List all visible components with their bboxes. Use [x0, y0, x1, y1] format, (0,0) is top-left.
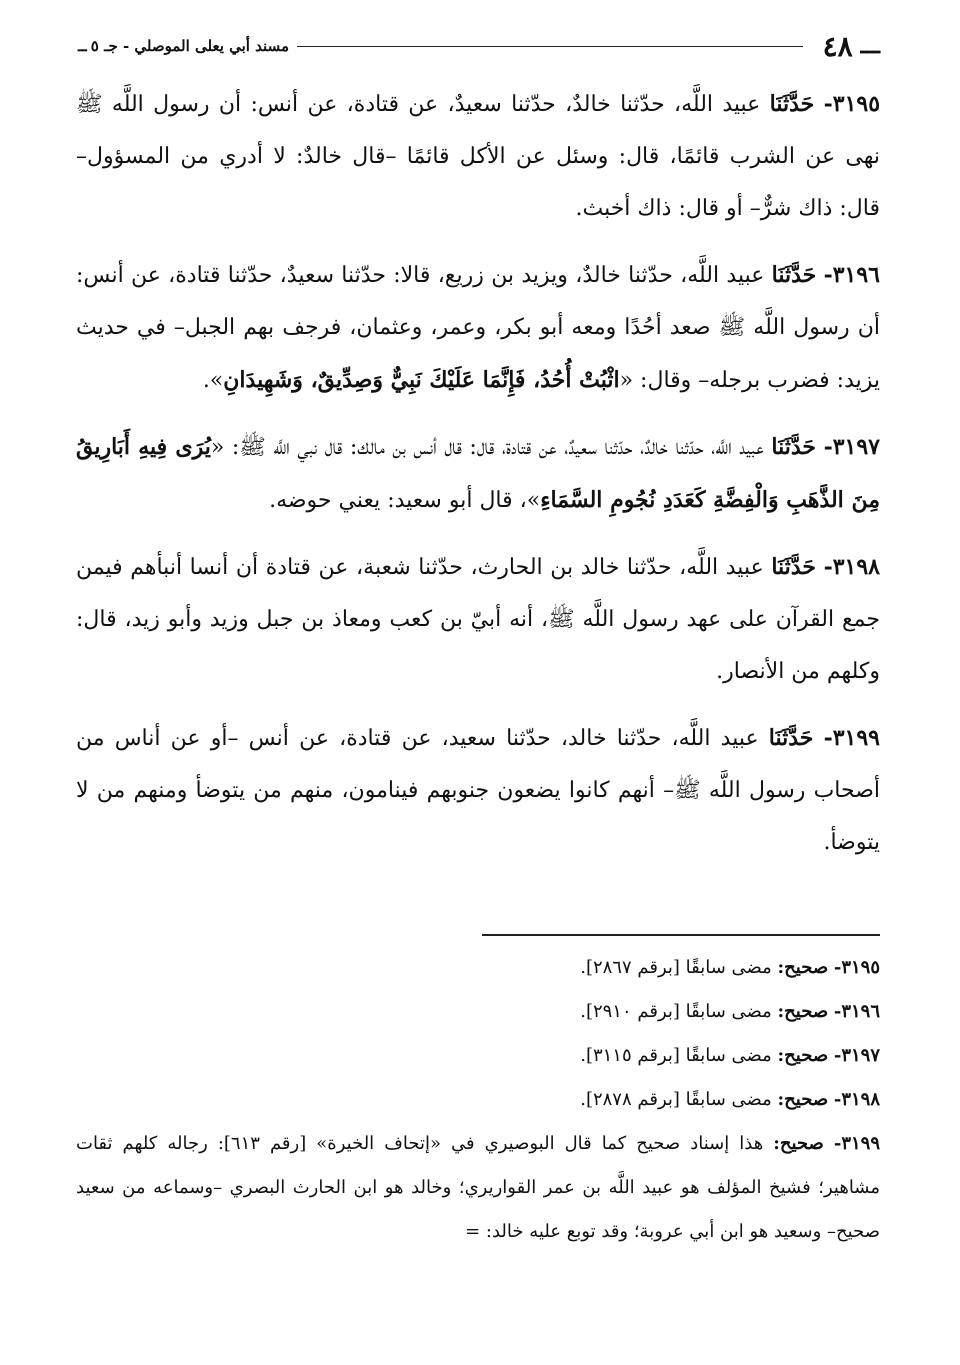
book-title: مسند أبي يعلى الموصلي - جـ ٥: [90, 37, 289, 55]
page-number: ٤٨: [822, 29, 853, 63]
hadith-number: ٣١٩٦-: [823, 262, 880, 288]
header-leading-dash: ـــ: [860, 33, 880, 59]
footnote-grade: صحيح:: [777, 1045, 829, 1066]
footnote-3199: [76, 1122, 880, 1254]
footnote-number: ٣١٩٨-: [833, 1089, 880, 1110]
page-header: [78, 26, 880, 66]
footnote-text: مضى سابقًا [برقم ٢٩١٠].: [580, 1001, 778, 1022]
footnote-number: ٣١٩٩-: [833, 1133, 880, 1154]
footnote-grade: صحيح:: [777, 957, 829, 978]
header-rule: [297, 46, 803, 47]
footnote-text: مضى سابقًا [برقم ٢٨٧٨].: [580, 1089, 778, 1110]
hadith-number: ٣١٩٨-: [823, 554, 880, 580]
footnote-text: مضى سابقًا [برقم ٢٨٦٧].: [580, 957, 778, 978]
footnote-grade: صحيح:: [777, 1001, 829, 1022]
header-trailing-dash: ــ: [78, 37, 87, 55]
prophetic-quote: اثْبُتْ أُحُدُ، فَإِنَّمَا عَلَيْكَ نَبِيٌّ وَصِدِّيقٌ، وَشَهِيدَانِ: [223, 367, 620, 393]
hadith-3197: [76, 421, 880, 527]
hadith-text: عبيد اللَّه، حدّثنا خالدٌ، حدّثنا سعيدٌ، عن قتادة، قال: قال أنس بن مالك: قال نبي اللَّه ﷺ: «: [210, 435, 772, 460]
footnote-3197: [76, 1034, 880, 1078]
hadith-text-end: ».: [202, 368, 224, 393]
hadith-text: عبيد اللَّه، حدّثنا خالدٌ، ويزيد بن زريع، قالا: حدّثنا سعيدٌ، حدّثنا قتادة، عن أنس: أن رسول اللَّه ﷺ صعد أحُدًا ومعه أبو بكر، وعمر، وعثمان، فرجف بهم الجبل– في حديث يزيد: فضرب برجله– وقال: «: [76, 263, 880, 393]
hadith-number: ٣١٩٩-: [823, 725, 880, 751]
footnote-3195: [76, 946, 880, 990]
footnote-number: ٣١٩٦-: [833, 1001, 880, 1022]
hadith-3195: [76, 78, 880, 235]
hadith-text-end: »، قال أبو سعيد: يعني حوضه.: [269, 488, 541, 513]
footnote-text: مضى سابقًا [برقم ٣١١٥].: [580, 1045, 778, 1066]
footnote-number: ٣١٩٧-: [833, 1045, 880, 1066]
hadith-opener: حَدَّثَنَا: [771, 554, 816, 580]
footnote-number: ٣١٩٥-: [833, 957, 880, 978]
hadith-3199: [76, 712, 880, 869]
hadith-text: عبيد اللَّه، حدّثنا خالد بن الحارث، حدّثنا شعبة، عن قتادة أن أنسا أنبأهم فيمن جمع القرآن على عهد رسول اللَّه ﷺ، أنه أبيّ بن كعب ومعاذ بن جبل وزيد وأبو زيد، قال: وكلهم من الأنصار.: [76, 555, 880, 684]
hadith-number: ٣١٩٧-: [823, 434, 880, 460]
hadith-3196: [76, 249, 880, 407]
footnote-3198: [76, 1078, 880, 1122]
hadith-text: عبيد اللَّه، حدّثنا خالدٌ، حدّثنا سعيدٌ، عن قتادة، عن أنس: أن رسول اللَّه ﷺ نهى عن الشرب قائمًا، قال: وسئل عن الأكل قائمًا –قال خالدٌ: لا أدري من المسؤول– قال: ذاك شرٌّ– أو قال: ذاك أخبث.: [76, 92, 880, 221]
footnote-grade: صحيح:: [773, 1133, 824, 1154]
hadith-3198: [76, 541, 880, 698]
hadith-opener: حَدَّثَنَا: [771, 262, 817, 288]
footnotes: [76, 946, 880, 1254]
footnote-separator: [482, 934, 880, 936]
hadith-opener: حَدَّثَنَا: [769, 91, 815, 117]
hadith-number: ٣١٩٥-: [823, 91, 881, 117]
hadith-text: عبيد اللَّه، حدّثنا خالد، حدّثنا سعيد، عن قتادة، عن أنس –أو عن أناس من أصحاب رسول اللَّه ﷺ– أنهم كانوا يضعون جنوبهم فينامون، منهم من يتوضأ ومنهم من لا يتوضأ.: [76, 726, 880, 855]
hadith-opener: حَدَّثَنَا: [768, 725, 814, 751]
footnote-grade: صحيح:: [777, 1089, 829, 1110]
prophetic-quote: يُرَى فِيهِ أَبَارِيقُ مِنَ الذَّهَبِ وَالْفِضَّةِ كَعَدَدِ نُجُومِ السَّمَاءِ: [76, 434, 880, 513]
footnote-3196: [76, 990, 880, 1034]
footnote-text: هذا إسناد صحيح كما قال البوصيري في «إتحاف الخيرة» [رقم ٦١٣]: رجاله كلهم ثقات مشاهير؛ فشيخ المؤلف هو عبيد اللَّه بن عمر القواريري؛ وخالد هو ابن الحارث البصري –وسماعه من سعيد صحيح– وسعيد هو ابن أبي عروبة؛ وقد توبع عليه خالد: =: [76, 1133, 880, 1242]
main-text: [76, 78, 880, 883]
hadith-opener: حَدَّثَنَا: [771, 434, 817, 460]
